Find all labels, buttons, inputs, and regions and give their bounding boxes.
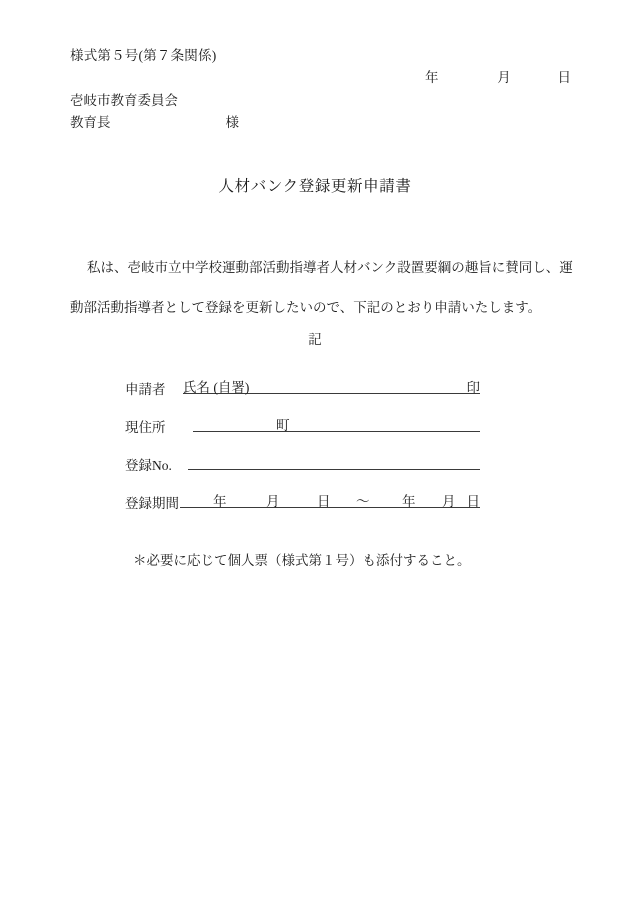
address-town-suffix: 町 [276, 418, 290, 433]
form-row-address [125, 415, 480, 453]
period-from-year-label: 年 [213, 494, 227, 509]
date-day-label: 日 [557, 70, 571, 85]
addressee-officer: 教育長 [70, 115, 111, 130]
address-label: 現住所 [125, 420, 166, 435]
period-from-day-label: 日 [317, 494, 331, 509]
date-month-label: 月 [497, 70, 511, 85]
form-row-registration-number [125, 453, 480, 491]
address-input[interactable] [193, 415, 480, 432]
period-to-year-label: 年 [402, 494, 416, 509]
date-line [425, 66, 571, 86]
addressee-officer-row [70, 112, 239, 134]
seal-mark: 印 [466, 380, 480, 395]
form-row-applicant [125, 377, 480, 415]
registration-number-input[interactable] [188, 453, 480, 470]
form-row-registration-period [125, 491, 480, 529]
registration-period-input[interactable] [180, 491, 480, 508]
ki-mark: 記 [308, 332, 322, 347]
body-line-1: 私は、壱岐市立中学校運動部活動指導者人材バンク設置要綱の趣旨に賛同し、運 [87, 260, 573, 275]
applicant-label: 申請者 [125, 382, 166, 397]
applicant-field-lead: 氏名 (自署) [183, 380, 250, 395]
form-fields [125, 377, 480, 529]
footnote: ＊必要に応じて個人票（様式第１号）も添付すること。 [133, 553, 471, 568]
body-line-2: 動部活動指導者として登録を更新したいので、下記のとおり申請いたします。 [70, 300, 542, 315]
body-paragraph [70, 248, 573, 328]
addressee-honorific: 様 [225, 115, 239, 130]
registration-period-label: 登録期間 [125, 496, 179, 511]
applicant-name-input[interactable] [183, 377, 480, 394]
page-title: 人材バンク登録更新申請書 [218, 178, 412, 195]
form-number: 様式第５号(第７条関係) [70, 48, 217, 63]
addressee-block [70, 90, 239, 134]
period-from-month-label: 月 [266, 494, 280, 509]
period-to-day-label: 日 [466, 494, 480, 509]
period-range-mark: 〜 [356, 494, 370, 509]
addressee-organization: 壱岐市教育委員会 [70, 93, 178, 108]
period-to-month-label: 月 [442, 494, 456, 509]
date-year-label: 年 [425, 70, 439, 85]
registration-number-label: 登録No. [125, 458, 172, 473]
